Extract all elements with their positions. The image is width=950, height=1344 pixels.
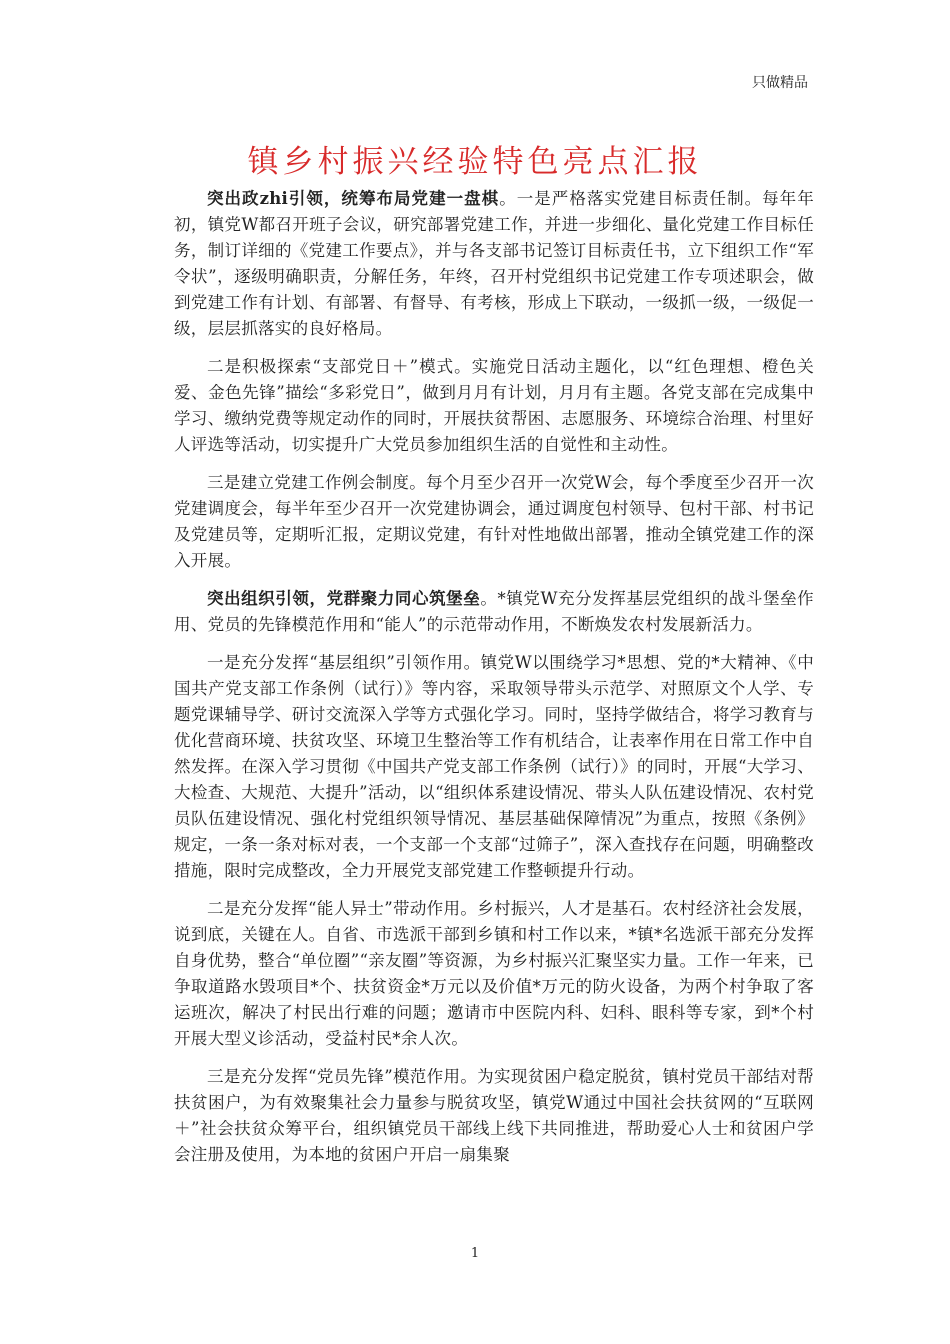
paragraph [174,896,814,1052]
paragraph-text: 二是充分发挥“能人异士”带动作用。乡村振兴，人才是基石。农村经济社会发展，说到底，关键在人。自省、市选派干部到乡镇和村工作以来，*镇*名选派干部充分发挥自身优势，整合“单位圈”“亲友圈”等资源，为乡村振兴汇聚坚实力量。工作一年来，已争取道路水毁项目*个、扶贫资金*万元以及价值*万元的防火设备，为两个村争取了客运班次，解决了村民出行难的问题；邀请市中医院内科、妇科、眼科等专家，到*个村开展大型义诊活动，受益村民*余人次。 [174,899,814,1048]
paragraph [174,650,814,884]
document-body [174,186,814,1180]
paragraph-lead: 突出政zhi引领，统筹布局党建一盘棋 [207,189,500,208]
document-title: 镇乡村振兴经验特色亮点汇报 [247,144,703,180]
paragraph-text: 。一是严格落实党建目标责任制。每年年初，镇党W都召开班子会议，研究部署党建工作，并进一步细化、量化党建工作目标任务，制订详细的《党建工作要点》，并与各支部书记签订目标责任书，立下组织工作“军令状”，逐级明确职责，分解任务，年终，召开村党组织书记党建工作专项述职会，做到党建工作有计划、有部署、有督导、有考核，形成上下联动，一级抓一级，一级促一级，层层抓落实的良好格局。 [174,189,814,338]
paragraph-text: 三是充分发挥“党员先锋”模范作用。为实现贫困户稳定脱贫，镇村党员干部结对帮扶贫困户，为有效聚集社会力量参与脱贫攻坚，镇党W通过中国社会扶贫网的“互联网＋”社会扶贫众筹平台，组织镇党员干部线上线下共同推进，帮助爱心人士和贫困户学会注册及使用，为本地的贫困户开启一扇集聚 [174,1067,814,1164]
paragraph-text: 二是积极探索“支部党日＋”模式。实施党日活动主题化，以“红色理想、橙色关爱、金色先锋”描绘“多彩党日”，做到月月有计划，月月有主题。各党支部在完成集中学习、缴纳党费等规定动作的同时，开展扶贫帮困、志愿服务、环境综合治理、村里好人评选等活动，切实提升广大党员参加组织生活的自觉性和主动性。 [174,357,814,454]
paragraph-text: 。*镇党W充分发挥基层党组织的战斗堡垒作用、党员的先锋模范作用和“能人”的示范带动作用，不断焕发农村发展新活力。 [174,589,814,634]
paragraph [174,1064,814,1168]
page-number: 1 [470,1246,480,1261]
paragraph [174,470,814,574]
paragraph-lead: 突出组织引领，党群聚力同心筑堡垒 [207,589,481,608]
paragraph [174,354,814,458]
paragraph [174,186,814,342]
paragraph-text: 一是充分发挥“基层组织”引领作用。镇党W以围绕学习*思想、党的*大精神、《中国共产党支部工作条例（试行）》等内容，采取领导带头示范学、对照原文个人学、专题党课辅导学、研讨交流深入学等方式强化学习。同时，坚持学做结合，将学习教育与优化营商环境、扶贫攻坚、环境卫生整治等工作有机结合，让表率作用在日常工作中自然发挥。在深入学习贯彻《中国共产党支部工作条例（试行）》的同时，开展“大学习、大检查、大规范、大提升”活动，以“组织体系建设情况、带头人队伍建设情况、农村党员队伍建设情况、强化村党组织领导情况、基层基础保障情况”为重点，按照《条例》规定，一条一条对标对表，一个支部一个支部“过筛子”，深入查找存在问题，明确整改措施，限时完成整改，全力开展党支部党建工作整顿提升行动。 [174,653,814,880]
paragraph [174,586,814,638]
header-note: 只做精品 [752,75,808,91]
paragraph-text: 三是建立党建工作例会制度。每个月至少召开一次党W会，每个季度至少召开一次党建调度会，每半年至少召开一次党建协调会，通过调度包村领导、包村干部、村书记及党建员等，定期听汇报，定期议党建，有针对性地做出部署，推动全镇党建工作的深入开展。 [174,473,814,570]
